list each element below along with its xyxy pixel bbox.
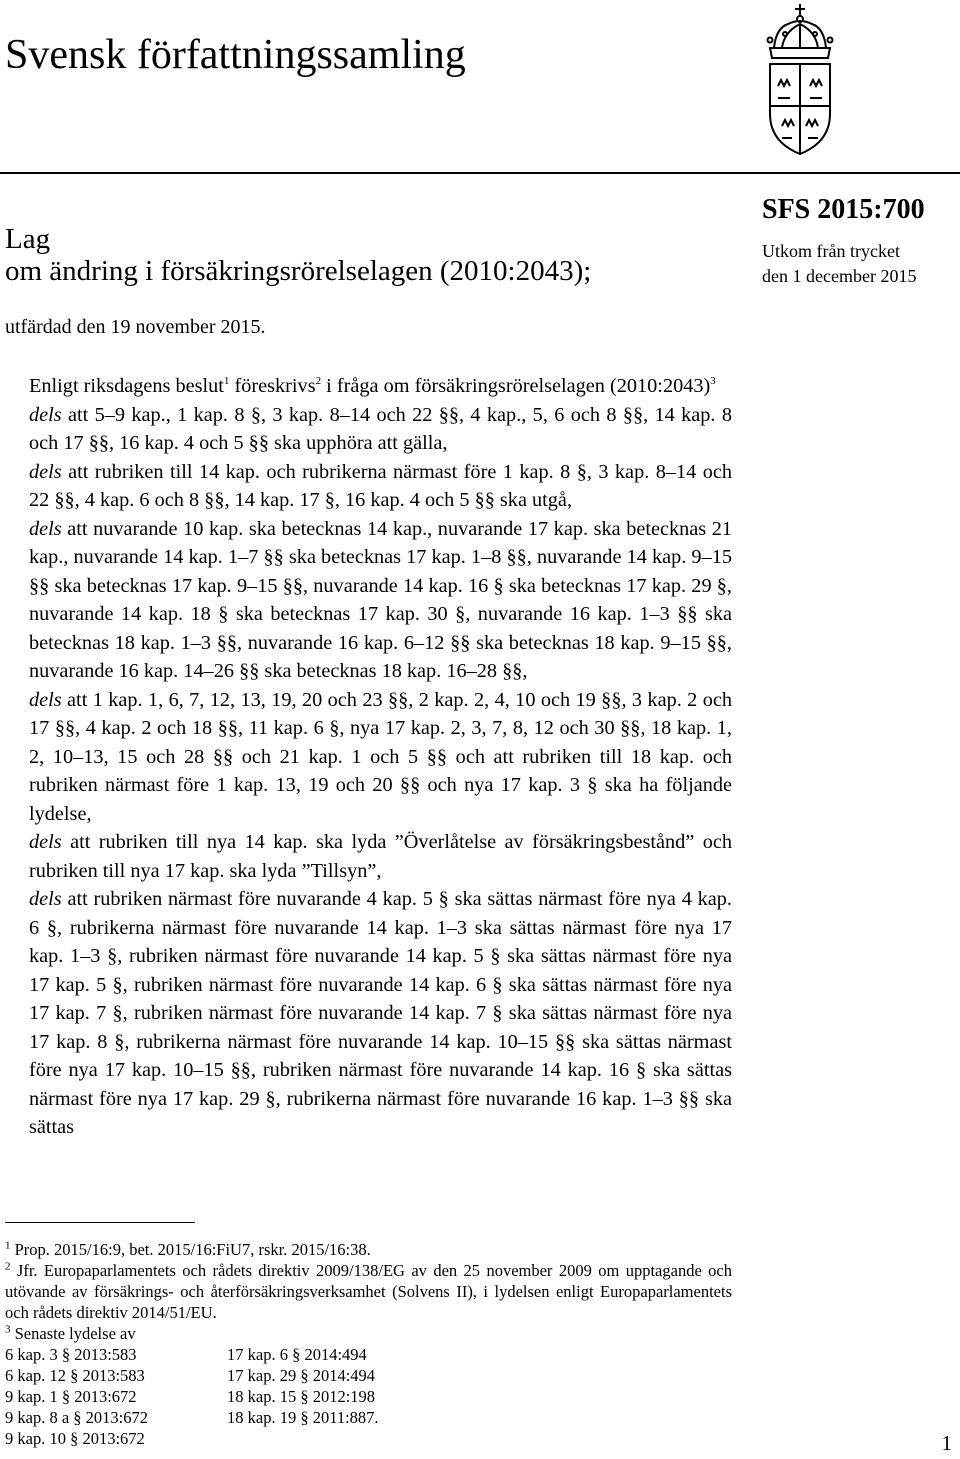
footnote-text: Senaste lydelse av	[14, 1324, 136, 1343]
publication-date: den 1 december 2015	[762, 266, 917, 286]
footnote-mark: 1	[5, 1239, 11, 1252]
table-cell: 18 kap. 15 § 2012:198	[227, 1387, 376, 1406]
table-cell: 9 kap. 10 § 2013:672	[5, 1429, 145, 1448]
footnotes	[5, 1239, 732, 1449]
footnote-3	[5, 1323, 732, 1344]
clause-text: att 1 kap. 1, 6, 7, 12, 13, 19, 20 och 23 §§, 2 kap. 2, 4, 10 och 19 §§, 3 kap. 2 och 17 §§, 4 kap. 2 och 18 §§, 11 kap. 6 §, nya 17 kap. 2, 3, 7, 8, 12 och 30 §§, 18 kap. 1, 2, 10–13, 15 och 28 §§ och 21 kap. 1 och 5 §§ och att rubriken till 18 kap. och rubriken närmast före 1 kap. 13, 19 och 20 §§ och nya 17 kap. 3 § ska ha följande lydelse,	[29, 688, 732, 825]
table-cell: 17 kap. 29 § 2014:494	[227, 1366, 376, 1385]
issued-date: utfärdad den 19 november 2015.	[5, 316, 266, 338]
dels-word: dels	[29, 517, 62, 540]
page-number: 1	[941, 1431, 952, 1455]
table-cell: 17 kap. 6 § 2014:494	[227, 1345, 367, 1364]
clause-text: att nuvarande 10 kap. ska betecknas 14 kap., nuvarande 17 kap. ska betecknas 21 kap., nuvarande 14 kap. 1–7 §§ ska betecknas 17 kap. 1–8 §§, nuvarande 14 kap. 9–15 §§ ska betecknas 17 kap. 9–15 §§, nuvarande 14 kap. 16 § ska betecknas 17 kap. 29 §, nuvarande 14 kap. 18 § ska betecknas 17 kap. 30 §, nuvarande 16 kap. 1–3 §§ ska betecknas 18 kap. 1–3 §§, nuvarande 16 kap. 6–12 §§ ska betecknas 18 kap. 9–15 §§, nuvarande 16 kap. 14–26 §§ ska betecknas 18 kap. 16–28 §§,	[29, 517, 732, 682]
table-cell: 9 kap. 1 § 2013:672	[5, 1387, 137, 1406]
footnote-ref: 2	[315, 375, 322, 388]
clause-text: att rubriken till nya 14 kap. ska lyda ”Överlåtelse av försäkringsbestånd” och rubriken till nya 17 kap. ska lyda ”Tillsyn”,	[29, 831, 732, 882]
footnote-mark: 2	[5, 1260, 11, 1273]
footnote-rule	[5, 1222, 195, 1223]
dels-clause	[5, 885, 732, 1142]
footnote-1	[5, 1239, 732, 1260]
clause-text: att 5–9 kap., 1 kap. 8 §, 3 kap. 8–14 och 22 §§, 4 kap., 5, 6 och 8 §§, 14 kap. 8 och 17 §§, 16 kap. 4 och 5 §§ ska upphöra att gälla,	[29, 403, 732, 454]
footnote-text: Prop. 2015/16:9, bet. 2015/16:FiU7, rskr. 2015/16:38.	[14, 1240, 371, 1259]
footnote-text: Jfr. Europaparlamentets och rådets direktiv 2009/138/EG av den 25 november 2009 om upptagande och utövande av försäkrings- och återförsäkringsverksamhet (Solvens II), i lydelsen enligt Europaparlamentets och rådets direktiv 2014/51/EU.	[5, 1261, 733, 1322]
dels-word: dels	[29, 831, 62, 853]
table-cell: 6 kap. 12 § 2013:583	[5, 1366, 145, 1385]
dels-clause	[5, 458, 732, 515]
publication-note: Utkom från trycket	[762, 241, 900, 261]
dels-clause	[5, 686, 732, 829]
clause-text: att rubriken till 14 kap. och rubrikerna närmast före 1 kap. 8 §, 3 kap. 8–14 och 22 §§, 4 kap. 6 och 8 §§, 14 kap. 17 §, 16 kap. 4 och 5 §§ ska utgå,	[29, 460, 732, 511]
footnote-ref: 1	[223, 375, 230, 388]
dels-clause	[5, 515, 732, 686]
table-cell: 18 kap. 19 § 2011:887.	[227, 1408, 379, 1427]
intro-text: föreskrivs	[229, 375, 316, 397]
intro-paragraph	[5, 372, 732, 401]
dels-word: dels	[29, 460, 62, 483]
dels-word: dels	[29, 688, 62, 711]
crest-icon	[760, 2, 840, 157]
table-cell: 9 kap. 8 a § 2013:672	[5, 1408, 148, 1427]
footnote-2	[5, 1260, 732, 1323]
dels-word: dels	[29, 403, 62, 426]
sfs-number: SFS 2015:700	[762, 194, 925, 225]
clause-text: att rubriken närmast före nuvarande 4 kap. 5 § ska sättas närmast före nya 4 kap. 6 §, rubrikerna närmast före nuvarande 14 kap. 1–3 ska sättas närmast före nya 17 kap. 1–3 §, rubriken närmast före nuvarande 14 kap. 5 § ska sättas närmast före nya 17 kap. 5 §, rubriken närmast före nuvarande 14 kap. 6 § ska sättas närmast före nya 17 kap. 7 §, rubriken närmast före nuvarande 14 kap. 7 § ska sättas närmast före nya 17 kap. 8 §, rubrikerna närmast före nuvarande 14 kap. 10–15 §§ ska sättas närmast före nya 17 kap. 10–15 §§, rubriken närmast före nuvarande 14 kap. 16 § ska sättas närmast före nya 17 kap. 29 §, rubrikerna närmast före nuvarande 16 kap. 1–3 §§ ska sättas	[29, 888, 732, 1138]
dels-word: dels	[29, 888, 62, 910]
intro-text: i fråga om försäkringsrörelselagen (2010:2043)	[321, 375, 711, 397]
law-type: Lag	[5, 223, 51, 255]
header-rule	[0, 172, 960, 174]
amendment-table	[5, 1344, 732, 1449]
footnote-ref: 3	[710, 375, 716, 388]
table-cell: 6 kap. 3 § 2013:583	[5, 1345, 137, 1364]
law-title: om ändring i försäkringsrörelselagen (2010:2043);	[5, 255, 592, 287]
intro-text: Enligt riksdagens beslut	[29, 375, 224, 397]
collection-title: Svensk författningssamling	[5, 32, 466, 78]
dels-clause	[5, 828, 732, 885]
footnote-mark: 3	[5, 1323, 11, 1336]
law-body	[5, 372, 732, 1142]
dels-clause	[5, 401, 732, 458]
table-cell	[227, 1428, 527, 1449]
